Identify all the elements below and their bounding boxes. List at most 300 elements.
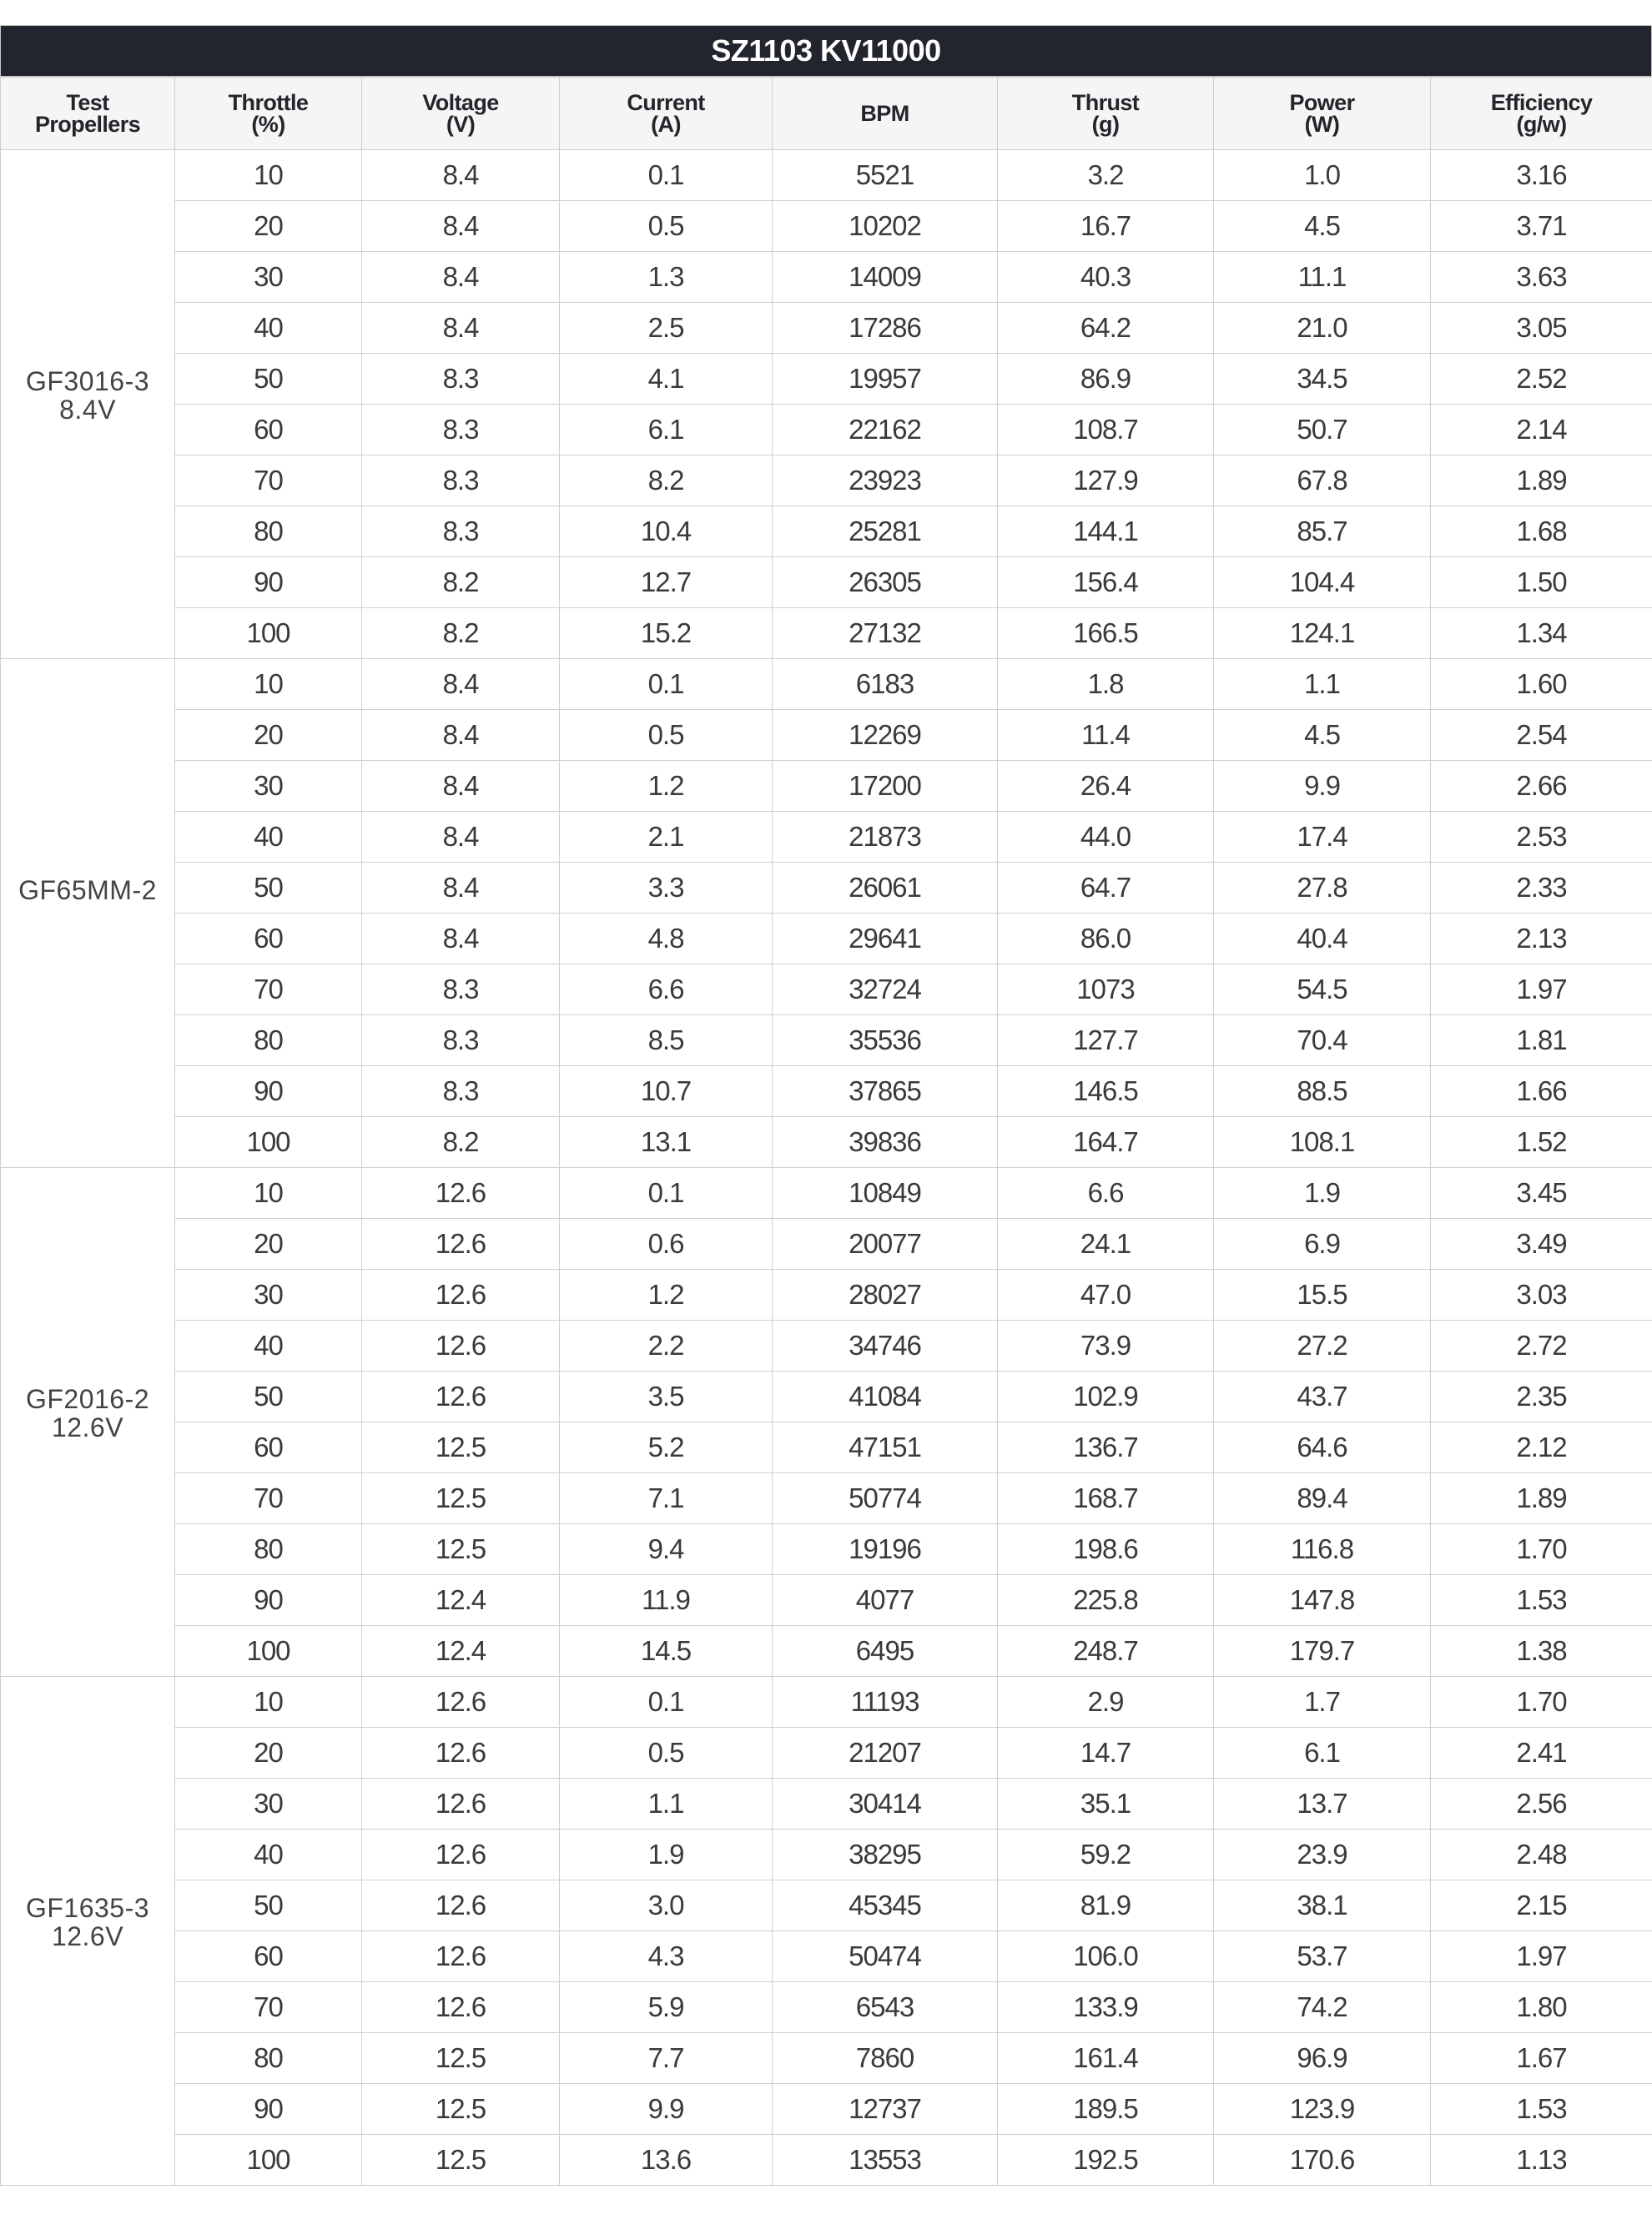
cell-voltage: 8.3 [362,1066,560,1117]
cell-bpm: 6495 [773,1626,998,1677]
column-header-label: Test [66,90,109,115]
cell-current: 1.2 [560,761,773,812]
cell-thrust: 198.6 [998,1524,1214,1575]
cell-voltage: 8.4 [362,710,560,761]
cell-efficiency: 1.68 [1431,506,1652,557]
cell-power: 123.9 [1214,2084,1431,2135]
table-row [1,354,1652,405]
cell-throttle: 100 [175,2135,362,2186]
cell-throttle: 10 [175,150,362,201]
cell-voltage: 12.6 [362,1168,560,1219]
cell-power: 53.7 [1214,1931,1431,1982]
cell-thrust: 248.7 [998,1626,1214,1677]
cell-throttle: 70 [175,456,362,506]
header-row [1,78,1652,150]
cell-throttle: 40 [175,1321,362,1372]
cell-efficiency: 2.56 [1431,1779,1652,1830]
propeller-voltage: 12.6V [51,1412,124,1442]
cell-voltage: 12.5 [362,1422,560,1473]
cell-throttle: 60 [175,914,362,964]
cell-throttle: 50 [175,1880,362,1931]
cell-thrust: 6.6 [998,1168,1214,1219]
cell-current: 11.9 [560,1575,773,1626]
cell-efficiency: 1.50 [1431,557,1652,608]
cell-efficiency: 2.12 [1431,1422,1652,1473]
table-title-band [0,25,1652,77]
cell-power: 43.7 [1214,1372,1431,1422]
cell-voltage: 12.5 [362,2135,560,2186]
cell-current: 3.3 [560,863,773,914]
cell-efficiency: 1.66 [1431,1066,1652,1117]
cell-voltage: 12.4 [362,1575,560,1626]
cell-current: 1.2 [560,1270,773,1321]
cell-thrust: 2.9 [998,1677,1214,1728]
column-header-label: Thrust [1071,90,1140,115]
cell-current: 0.1 [560,150,773,201]
table-row [1,506,1652,557]
cell-efficiency: 2.33 [1431,863,1652,914]
cell-efficiency: 2.66 [1431,761,1652,812]
cell-power: 40.4 [1214,914,1431,964]
table-row [1,1728,1652,1779]
cell-power: 1.0 [1214,150,1431,201]
cell-power: 147.8 [1214,1575,1431,1626]
cell-power: 88.5 [1214,1066,1431,1117]
cell-bpm: 23923 [773,456,998,506]
cell-voltage: 12.5 [362,2033,560,2084]
cell-efficiency: 1.60 [1431,659,1652,710]
cell-efficiency: 2.15 [1431,1880,1652,1931]
cell-efficiency: 1.70 [1431,1677,1652,1728]
cell-thrust: 164.7 [998,1117,1214,1168]
cell-bpm: 12269 [773,710,998,761]
table-row [1,1880,1652,1931]
cell-power: 6.1 [1214,1728,1431,1779]
table-row [1,1015,1652,1066]
cell-bpm: 41084 [773,1372,998,1422]
cell-voltage: 12.6 [362,1372,560,1422]
cell-bpm: 10849 [773,1168,998,1219]
cell-bpm: 38295 [773,1830,998,1880]
cell-current: 12.7 [560,557,773,608]
cell-bpm: 34746 [773,1321,998,1372]
table-row [1,1372,1652,1422]
cell-power: 179.7 [1214,1626,1431,1677]
table-row [1,1321,1652,1372]
cell-thrust: 127.7 [998,1015,1214,1066]
table-row [1,1473,1652,1524]
cell-efficiency: 1.38 [1431,1626,1652,1677]
cell-voltage: 12.6 [362,1677,560,1728]
cell-throttle: 50 [175,354,362,405]
table-row [1,863,1652,914]
cell-bpm: 21873 [773,812,998,863]
column-header-current [560,78,773,150]
cell-current: 10.4 [560,506,773,557]
table-row [1,2033,1652,2084]
cell-bpm: 6183 [773,659,998,710]
propeller-group-label [1,150,175,659]
cell-thrust: 26.4 [998,761,1214,812]
cell-thrust: 64.2 [998,303,1214,354]
table-row [1,2084,1652,2135]
column-header-bpm [773,78,998,150]
cell-bpm: 13553 [773,2135,998,2186]
cell-voltage: 8.2 [362,608,560,659]
cell-throttle: 60 [175,1931,362,1982]
cell-throttle: 40 [175,812,362,863]
table-row [1,1422,1652,1473]
cell-efficiency: 2.14 [1431,405,1652,456]
cell-voltage: 8.4 [362,303,560,354]
table-row [1,557,1652,608]
cell-current: 13.1 [560,1117,773,1168]
cell-thrust: 102.9 [998,1372,1214,1422]
cell-bpm: 12737 [773,2084,998,2135]
cell-voltage: 8.3 [362,964,560,1015]
table-row [1,150,1652,201]
cell-bpm: 17286 [773,303,998,354]
cell-bpm: 39836 [773,1117,998,1168]
cell-power: 1.1 [1214,659,1431,710]
cell-throttle: 50 [175,1372,362,1422]
table-row [1,405,1652,456]
cell-efficiency: 2.53 [1431,812,1652,863]
cell-power: 1.9 [1214,1168,1431,1219]
cell-thrust: 14.7 [998,1728,1214,1779]
column-header-unit: (%) [251,112,285,137]
cell-efficiency: 2.52 [1431,354,1652,405]
table-row [1,1117,1652,1168]
table-row [1,964,1652,1015]
cell-bpm: 37865 [773,1066,998,1117]
cell-throttle: 70 [175,1982,362,2033]
cell-power: 11.1 [1214,252,1431,303]
cell-bpm: 28027 [773,1270,998,1321]
column-header-thrust [998,78,1214,150]
column-header-label: Current [627,90,705,115]
column-header-label: BPM [860,101,909,126]
cell-current: 4.8 [560,914,773,964]
cell-power: 6.9 [1214,1219,1431,1270]
cell-throttle: 80 [175,506,362,557]
cell-thrust: 86.0 [998,914,1214,964]
cell-thrust: 40.3 [998,252,1214,303]
propeller-name: GF65MM-2 [18,875,157,905]
cell-voltage: 8.3 [362,456,560,506]
cell-power: 13.7 [1214,1779,1431,1830]
cell-power: 4.5 [1214,710,1431,761]
cell-voltage: 12.4 [362,1626,560,1677]
cell-throttle: 30 [175,761,362,812]
cell-power: 4.5 [1214,201,1431,252]
cell-power: 74.2 [1214,1982,1431,2033]
cell-efficiency: 1.80 [1431,1982,1652,2033]
cell-bpm: 19957 [773,354,998,405]
cell-voltage: 8.2 [362,1117,560,1168]
cell-thrust: 127.9 [998,456,1214,506]
table-row [1,1931,1652,1982]
cell-efficiency: 1.52 [1431,1117,1652,1168]
cell-power: 116.8 [1214,1524,1431,1575]
cell-efficiency: 3.45 [1431,1168,1652,1219]
cell-throttle: 70 [175,964,362,1015]
cell-efficiency: 3.49 [1431,1219,1652,1270]
cell-power: 27.2 [1214,1321,1431,1372]
cell-efficiency: 2.41 [1431,1728,1652,1779]
table-row [1,761,1652,812]
cell-power: 9.9 [1214,761,1431,812]
cell-throttle: 60 [175,1422,362,1473]
cell-voltage: 12.6 [362,1321,560,1372]
cell-throttle: 90 [175,2084,362,2135]
cell-efficiency: 3.16 [1431,150,1652,201]
cell-power: 38.1 [1214,1880,1431,1931]
cell-thrust: 3.2 [998,150,1214,201]
table-row [1,303,1652,354]
column-header-label: Efficiency [1490,90,1593,115]
cell-efficiency: 1.53 [1431,1575,1652,1626]
cell-current: 7.7 [560,2033,773,2084]
cell-voltage: 8.3 [362,1015,560,1066]
cell-voltage: 12.6 [362,1728,560,1779]
table-row [1,2135,1652,2186]
column-header-unit: (W) [1304,112,1340,137]
cell-current: 9.4 [560,1524,773,1575]
cell-thrust: 168.7 [998,1473,1214,1524]
cell-bpm: 5521 [773,150,998,201]
cell-power: 96.9 [1214,2033,1431,2084]
cell-bpm: 17200 [773,761,998,812]
cell-efficiency: 3.03 [1431,1270,1652,1321]
cell-thrust: 64.7 [998,863,1214,914]
table-row [1,252,1652,303]
cell-current: 1.3 [560,252,773,303]
cell-thrust: 35.1 [998,1779,1214,1830]
table-row [1,201,1652,252]
table-title: SZ1103 KV11000 [711,33,941,68]
cell-efficiency: 3.63 [1431,252,1652,303]
cell-power: 54.5 [1214,964,1431,1015]
cell-throttle: 80 [175,1015,362,1066]
cell-voltage: 8.3 [362,405,560,456]
cell-power: 17.4 [1214,812,1431,863]
table-row [1,659,1652,710]
cell-efficiency: 2.48 [1431,1830,1652,1880]
cell-efficiency: 1.89 [1431,456,1652,506]
table-row [1,1982,1652,2033]
cell-power: 70.4 [1214,1015,1431,1066]
cell-voltage: 8.4 [362,812,560,863]
cell-throttle: 20 [175,710,362,761]
cell-current: 6.1 [560,405,773,456]
cell-throttle: 80 [175,2033,362,2084]
cell-bpm: 6543 [773,1982,998,2033]
column-header-test-propellers [1,78,175,150]
cell-thrust: 1073 [998,964,1214,1015]
cell-bpm: 19196 [773,1524,998,1575]
table-row [1,456,1652,506]
table-row [1,1066,1652,1117]
cell-voltage: 8.2 [362,557,560,608]
propeller-voltage: 12.6V [51,1921,124,1951]
cell-efficiency: 1.70 [1431,1524,1652,1575]
table-row [1,1677,1652,1728]
cell-current: 1.9 [560,1830,773,1880]
cell-throttle: 20 [175,1219,362,1270]
cell-efficiency: 1.81 [1431,1015,1652,1066]
cell-current: 0.6 [560,1219,773,1270]
cell-current: 8.5 [560,1015,773,1066]
cell-throttle: 20 [175,1728,362,1779]
cell-current: 13.6 [560,2135,773,2186]
cell-voltage: 8.4 [362,150,560,201]
cell-power: 21.0 [1214,303,1431,354]
cell-current: 14.5 [560,1626,773,1677]
cell-voltage: 12.5 [362,1473,560,1524]
table-row [1,1830,1652,1880]
column-header-efficiency [1431,78,1652,150]
cell-thrust: 24.1 [998,1219,1214,1270]
cell-efficiency: 2.35 [1431,1372,1652,1422]
cell-bpm: 11193 [773,1677,998,1728]
cell-voltage: 8.4 [362,659,560,710]
cell-current: 4.1 [560,354,773,405]
cell-bpm: 27132 [773,608,998,659]
cell-current: 4.3 [560,1931,773,1982]
cell-bpm: 4077 [773,1575,998,1626]
propeller-name: GF2016-2 [25,1384,150,1414]
cell-voltage: 12.5 [362,1524,560,1575]
cell-throttle: 60 [175,405,362,456]
cell-efficiency: 1.97 [1431,1931,1652,1982]
cell-power: 27.8 [1214,863,1431,914]
column-header-label: Throttle [228,90,309,115]
table-row [1,914,1652,964]
propeller-name: GF1635-3 [25,1893,150,1923]
propeller-group-label [1,1168,175,1677]
propeller-group-label [1,659,175,1168]
cell-bpm: 35536 [773,1015,998,1066]
cell-current: 10.7 [560,1066,773,1117]
cell-thrust: 166.5 [998,608,1214,659]
cell-voltage: 12.5 [362,2084,560,2135]
propeller-voltage: 8.4V [59,395,116,425]
propeller-name: GF3016-3 [25,366,150,396]
cell-thrust: 192.5 [998,2135,1214,2186]
cell-power: 89.4 [1214,1473,1431,1524]
cell-throttle: 10 [175,1168,362,1219]
cell-current: 0.5 [560,201,773,252]
table-row [1,1219,1652,1270]
cell-power: 1.7 [1214,1677,1431,1728]
cell-current: 15.2 [560,608,773,659]
table-row [1,1779,1652,1830]
cell-bpm: 32724 [773,964,998,1015]
cell-current: 3.0 [560,1880,773,1931]
cell-current: 1.1 [560,1779,773,1830]
cell-bpm: 20077 [773,1219,998,1270]
column-header-power [1214,78,1431,150]
table-row [1,1575,1652,1626]
column-header-unit: (A) [651,112,681,137]
cell-bpm: 50474 [773,1931,998,1982]
cell-power: 34.5 [1214,354,1431,405]
cell-power: 108.1 [1214,1117,1431,1168]
cell-thrust: 156.4 [998,557,1214,608]
cell-efficiency: 3.05 [1431,303,1652,354]
table-row [1,812,1652,863]
cell-bpm: 50774 [773,1473,998,1524]
cell-efficiency: 1.34 [1431,608,1652,659]
column-header-unit: (g) [1091,112,1120,137]
cell-throttle: 20 [175,201,362,252]
table-row [1,1626,1652,1677]
column-header-throttle [175,78,362,150]
cell-voltage: 8.4 [362,863,560,914]
cell-efficiency: 2.72 [1431,1321,1652,1372]
cell-efficiency: 1.89 [1431,1473,1652,1524]
cell-thrust: 11.4 [998,710,1214,761]
cell-throttle: 100 [175,1117,362,1168]
cell-power: 67.8 [1214,456,1431,506]
cell-current: 7.1 [560,1473,773,1524]
cell-throttle: 30 [175,252,362,303]
cell-bpm: 25281 [773,506,998,557]
cell-power: 85.7 [1214,506,1431,557]
cell-bpm: 21207 [773,1728,998,1779]
column-header-unit: Propellers [34,112,141,137]
cell-voltage: 8.4 [362,252,560,303]
cell-power: 23.9 [1214,1830,1431,1880]
cell-voltage: 12.6 [362,1219,560,1270]
cell-power: 170.6 [1214,2135,1431,2186]
cell-current: 5.2 [560,1422,773,1473]
table-row [1,608,1652,659]
thrust-test-table [0,77,1652,2186]
cell-thrust: 81.9 [998,1880,1214,1931]
column-header-voltage [362,78,560,150]
cell-bpm: 29641 [773,914,998,964]
table-row [1,1270,1652,1321]
cell-current: 2.2 [560,1321,773,1372]
cell-thrust: 106.0 [998,1931,1214,1982]
cell-thrust: 16.7 [998,201,1214,252]
cell-voltage: 8.4 [362,201,560,252]
cell-voltage: 8.4 [362,761,560,812]
cell-efficiency: 1.53 [1431,2084,1652,2135]
cell-throttle: 30 [175,1779,362,1830]
cell-throttle: 40 [175,1830,362,1880]
cell-thrust: 189.5 [998,2084,1214,2135]
cell-current: 2.5 [560,303,773,354]
cell-throttle: 10 [175,1677,362,1728]
table-row [1,1168,1652,1219]
cell-bpm: 14009 [773,252,998,303]
cell-thrust: 225.8 [998,1575,1214,1626]
cell-voltage: 12.6 [362,1779,560,1830]
cell-efficiency: 1.97 [1431,964,1652,1015]
table-row [1,710,1652,761]
cell-throttle: 90 [175,1575,362,1626]
cell-throttle: 70 [175,1473,362,1524]
cell-power: 104.4 [1214,557,1431,608]
cell-throttle: 30 [175,1270,362,1321]
cell-bpm: 26061 [773,863,998,914]
cell-efficiency: 1.67 [1431,2033,1652,2084]
cell-thrust: 136.7 [998,1422,1214,1473]
cell-power: 15.5 [1214,1270,1431,1321]
